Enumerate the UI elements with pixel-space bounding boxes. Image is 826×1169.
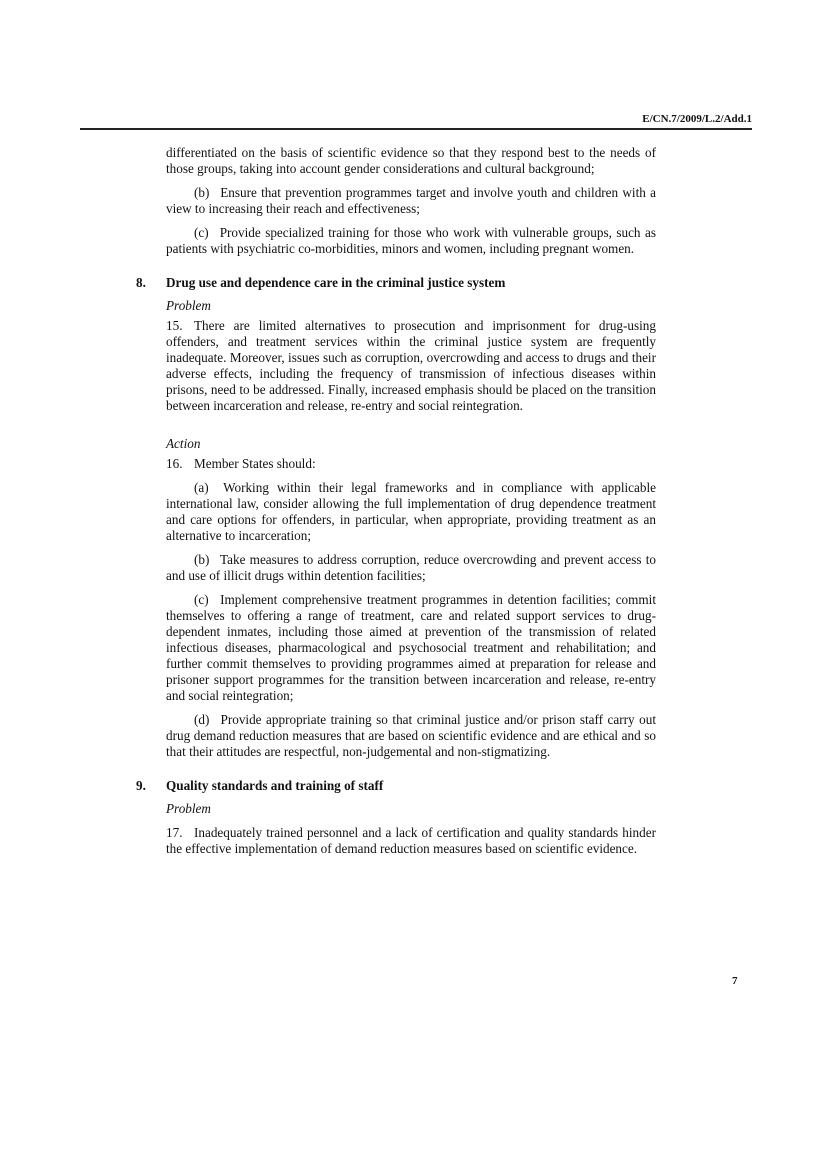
list-item: (d) Provide appropriate training so that criminal justice and/or prison staff carry out drug demand reduction measures that are based on scientific evidence and are ethical and so that their attitudes are respectful, non-judgemental and non-stigmatizing.	[166, 712, 656, 759]
paragraph-number: 17.	[166, 825, 183, 840]
section-heading	[136, 275, 656, 291]
header-rule	[80, 128, 752, 130]
paragraph-16	[166, 456, 656, 472]
paragraph: (b) Ensure that prevention programmes target and involve youth and children with a view to increasing their reach and effectiveness;	[166, 185, 656, 216]
list-item: (a) Working within their legal frameworks and in compliance with applicable international law, consider allowing the full implementation of drug dependence treatment and care options for offenders, in particular, when appropriate, providing treatment as an alternative to incarceration;	[166, 480, 656, 543]
section-heading	[136, 778, 656, 794]
paragraph-text: Inadequately trained personnel and a lack of certification and quality standards hinder the effective implementation of demand reduction measures based on scientific evidence.	[166, 825, 656, 856]
list-item: (c) Implement comprehensive treatment programmes in detention facilities; commit themselves to offering a range of treatment, care and related support services to drug-dependent inmates, including those aimed at prevention of the transmission of related infectious diseases, pharmacological and psychosocial treatment and rehabilitation; and further commit themselves to providing programmes aimed at preparation for release and prisoner support programmes for the transition between incarceration and release, re-entry and social reintegration;	[166, 592, 656, 703]
paragraph-15	[166, 318, 656, 414]
section-title: Drug use and dependence care in the criminal justice system	[166, 275, 506, 290]
paragraph: (c) Provide specialized training for those who work with vulnerable groups, such as patients with psychiatric co-morbidities, minors and women, including pregnant women.	[166, 225, 656, 256]
paragraph-17	[166, 825, 656, 857]
subheading-problem: Problem	[166, 801, 211, 816]
subheading-problem: Problem	[166, 298, 211, 313]
section-number: 9.	[136, 778, 146, 793]
section-number: 8.	[136, 275, 146, 290]
paragraph-number: 16.	[166, 456, 183, 471]
paragraph-text: Member States should:	[194, 456, 316, 471]
section-title: Quality standards and training of staff	[166, 778, 384, 793]
list-item: (b) Take measures to address corruption, reduce overcrowding and prevent access to and use of illicit drugs within detention facilities;	[166, 552, 656, 583]
page-number: 7	[732, 975, 738, 987]
subheading-action: Action	[166, 436, 201, 451]
paragraph-text: There are limited alternatives to prosecution and imprisonment for drug-using offenders, and treatment services within the criminal justice system are frequently inadequate. Moreover, issues such as corruption, overcrowding and access to drugs and their adverse effects, including the frequency of transmission of infectious diseases within prisons, need to be addressed. Finally, increased emphasis should be placed on the transition between incarceration and release, re-entry and social reintegration.	[166, 318, 656, 413]
document-body	[136, 145, 656, 857]
document-symbol: E/CN.7/2009/L.2/Add.1	[642, 113, 752, 125]
paragraph-number: 15.	[166, 318, 183, 333]
paragraph: differentiated on the basis of scientific evidence so that they respond best to the needs of those groups, taking into account gender considerations and cultural background;	[166, 145, 656, 176]
